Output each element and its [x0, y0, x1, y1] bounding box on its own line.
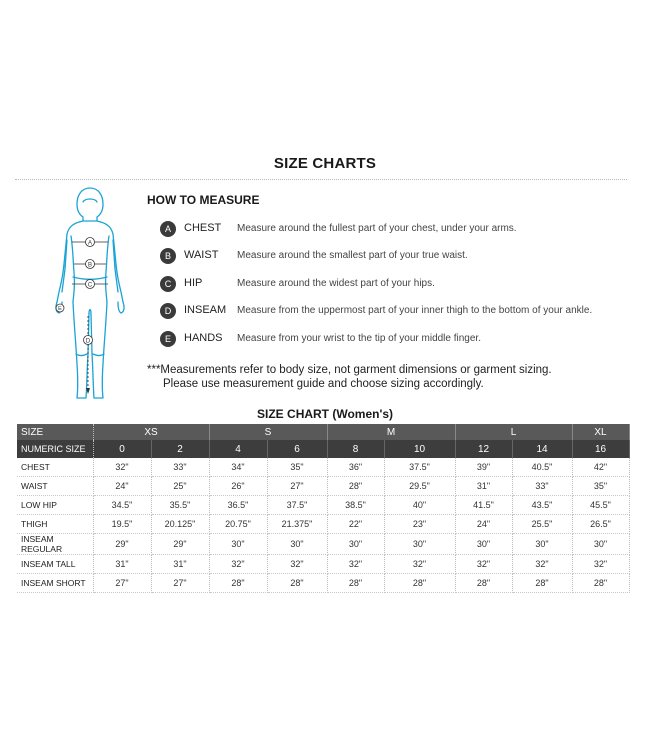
measure-description: Measure around the smallest part of your true waist.	[237, 250, 468, 261]
measurement-cell: 28"	[267, 574, 327, 593]
measurement-cell: 29.5"	[384, 477, 455, 496]
measurement-cell: 34.5"	[93, 496, 151, 515]
measurement-cell: 43.5"	[512, 496, 572, 515]
measurement-cell: 28"	[327, 477, 384, 496]
numeric-size-cell: 8	[327, 440, 384, 458]
size-chart-title: SIZE CHART (Women's)	[257, 407, 393, 421]
measurement-cell: 28"	[572, 574, 629, 593]
measurement-cell: 23"	[384, 515, 455, 534]
measurement-cell: 31"	[151, 555, 209, 574]
measure-description: Measure around the fullest part of your chest, under your arms.	[237, 223, 517, 234]
measurement-cell: 35"	[267, 458, 327, 477]
row-label: INSEAM REGULAR	[17, 534, 93, 555]
note-line-1: ***Measurements refer to body size, not garment dimensions or garment sizing.	[147, 364, 552, 376]
row-label: LOW HIP	[17, 496, 93, 515]
measurement-cell: 30"	[267, 534, 327, 555]
measurement-cell: 21.375"	[267, 515, 327, 534]
measurement-cell: 26"	[209, 477, 267, 496]
measurement-cell: 32"	[327, 555, 384, 574]
measure-label: CHEST	[184, 222, 222, 234]
title-divider	[15, 179, 627, 180]
size-chart-table	[17, 424, 630, 593]
numeric-size-label-cell: NUMERIC SIZE	[17, 440, 93, 458]
measurement-cell: 37.5"	[267, 496, 327, 515]
measure-item-chest	[160, 221, 630, 239]
measurement-cell: 27"	[267, 477, 327, 496]
marker-d: D	[85, 338, 91, 345]
table-row	[17, 534, 629, 555]
measurement-cell: 30"	[327, 534, 384, 555]
size-group-s: S	[209, 424, 327, 440]
measurement-cell: 32"	[93, 458, 151, 477]
page-title: SIZE CHARTS	[273, 155, 377, 172]
measurement-cell: 25"	[151, 477, 209, 496]
measurement-cell: 40"	[384, 496, 455, 515]
measurement-cell: 30"	[455, 534, 512, 555]
table-row	[17, 477, 629, 496]
measurement-cell: 19.5"	[93, 515, 151, 534]
measurement-cell: 33"	[512, 477, 572, 496]
measurement-cell: 30"	[512, 534, 572, 555]
measurement-cell: 28"	[455, 574, 512, 593]
table-row	[17, 458, 629, 477]
measurement-cell: 20.75"	[209, 515, 267, 534]
table-row	[17, 515, 629, 534]
measurement-cell: 25.5"	[512, 515, 572, 534]
measure-label: WAIST	[184, 249, 219, 261]
measurement-cell: 26.5"	[572, 515, 629, 534]
row-label: WAIST	[17, 477, 93, 496]
badge-b: B	[160, 248, 176, 264]
note-line-2: Please use measurement guide and choose sizing accordingly.	[163, 378, 484, 390]
measurement-cell: 36.5"	[209, 496, 267, 515]
measurement-cell: 30"	[384, 534, 455, 555]
size-group-m: M	[327, 424, 455, 440]
size-group-l: L	[455, 424, 572, 440]
measurement-cell: 28"	[384, 574, 455, 593]
size-group-xl: XL	[572, 424, 629, 440]
measurement-cell: 35"	[572, 477, 629, 496]
marker-a: A	[87, 240, 93, 247]
numeric-size-cell: 10	[384, 440, 455, 458]
measurement-cell: 45.5"	[572, 496, 629, 515]
row-label: THIGH	[17, 515, 93, 534]
numeric-size-cell: 0	[93, 440, 151, 458]
measurement-cell: 40.5"	[512, 458, 572, 477]
measurement-cell: 28"	[327, 574, 384, 593]
row-label: INSEAM SHORT	[17, 574, 93, 593]
size-group-header-row	[17, 424, 629, 440]
measurement-cell: 31"	[455, 477, 512, 496]
badge-a: A	[160, 221, 176, 237]
measurement-cell: 24"	[93, 477, 151, 496]
measurement-cell: 32"	[455, 555, 512, 574]
size-label-cell: SIZE	[17, 424, 93, 440]
row-label: INSEAM TALL	[17, 555, 93, 574]
numeric-size-cell: 6	[267, 440, 327, 458]
measurement-cell: 39"	[455, 458, 512, 477]
measure-description: Measure from your wrist to the tip of your middle finger.	[237, 333, 481, 344]
numeric-size-header-row	[17, 440, 629, 458]
measurement-cell: 32"	[384, 555, 455, 574]
measure-item-hands	[160, 331, 630, 349]
measure-item-waist	[160, 248, 630, 266]
measurement-cell: 41.5"	[455, 496, 512, 515]
measurement-cell: 32"	[209, 555, 267, 574]
measurement-cell: 32"	[512, 555, 572, 574]
measurement-cell: 22"	[327, 515, 384, 534]
measure-label: INSEAM	[184, 304, 227, 316]
how-to-measure-heading: HOW TO MEASURE	[147, 193, 260, 207]
measure-label: HANDS	[184, 332, 223, 344]
measurement-cell: 38.5"	[327, 496, 384, 515]
numeric-size-cell: 12	[455, 440, 512, 458]
badge-e: E	[160, 331, 176, 347]
measurement-cell: 29"	[151, 534, 209, 555]
badge-d: D	[160, 303, 176, 319]
measurement-cell: 27"	[151, 574, 209, 593]
marker-b: B	[87, 262, 93, 269]
table-row	[17, 555, 629, 574]
measurement-cell: 28"	[512, 574, 572, 593]
measurement-cell: 30"	[209, 534, 267, 555]
numeric-size-cell: 16	[572, 440, 629, 458]
badge-c: C	[160, 276, 176, 292]
measurement-cell: 33"	[151, 458, 209, 477]
marker-c: C	[87, 282, 93, 289]
measurement-cell: 29"	[93, 534, 151, 555]
table-row	[17, 574, 629, 593]
measurement-cell: 30"	[572, 534, 629, 555]
measurement-cell: 20.125"	[151, 515, 209, 534]
measurement-cell: 32"	[267, 555, 327, 574]
measurement-cell: 35.5"	[151, 496, 209, 515]
size-group-xs: XS	[93, 424, 209, 440]
numeric-size-cell: 14	[512, 440, 572, 458]
measure-description: Measure from the uppermost part of your inner thigh to the bottom of your ankle.	[237, 305, 593, 316]
numeric-size-cell: 4	[209, 440, 267, 458]
body-figure-illustration	[50, 184, 130, 409]
measurement-cell: 31"	[93, 555, 151, 574]
measure-label: HIP	[184, 277, 203, 289]
measure-item-inseam	[160, 303, 630, 321]
measurement-cell: 27"	[93, 574, 151, 593]
measurement-cell: 24"	[455, 515, 512, 534]
measurement-note	[147, 363, 552, 391]
table-row	[17, 496, 629, 515]
measurement-cell: 34"	[209, 458, 267, 477]
measurement-cell: 36"	[327, 458, 384, 477]
marker-e: E	[58, 306, 62, 313]
row-label: CHEST	[17, 458, 93, 477]
measurement-cell: 28"	[209, 574, 267, 593]
measure-description: Measure around the widest part of your hips.	[237, 278, 435, 289]
numeric-size-cell: 2	[151, 440, 209, 458]
measurement-cell: 37.5"	[384, 458, 455, 477]
measurement-cell: 42"	[572, 458, 629, 477]
measurement-cell: 32"	[572, 555, 629, 574]
measure-item-hip	[160, 276, 630, 294]
